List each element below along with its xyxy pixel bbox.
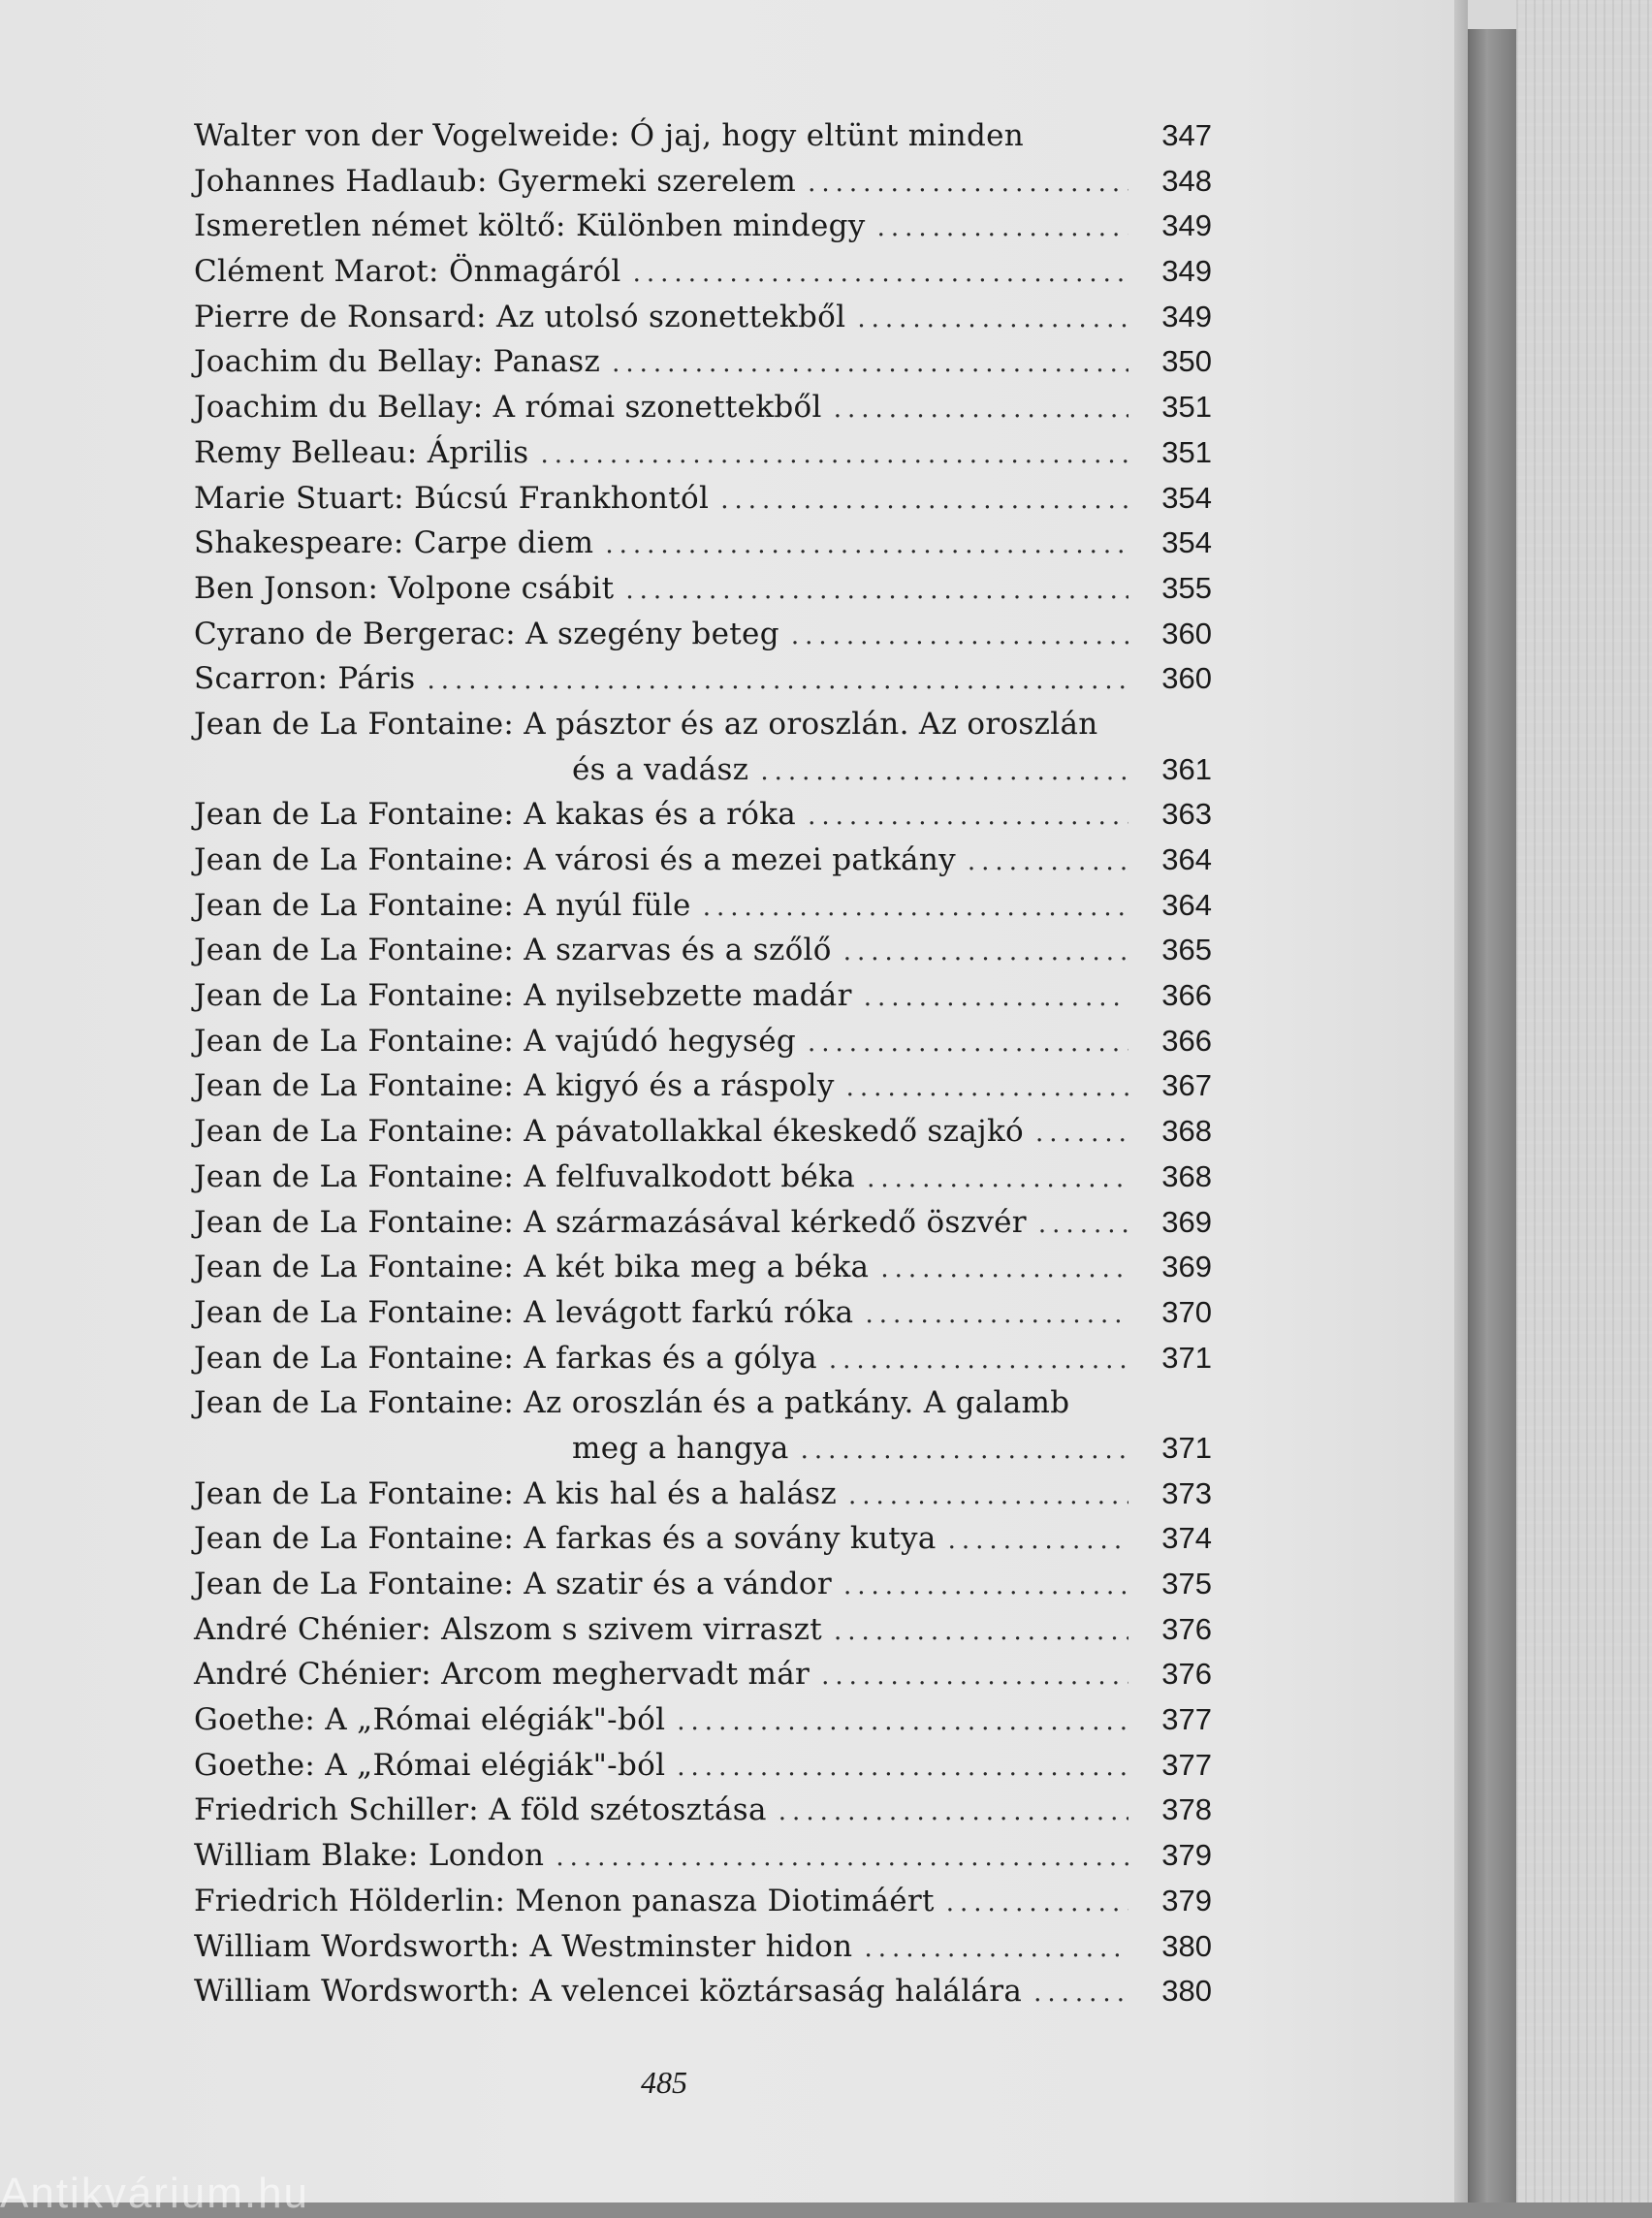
toc-entry-page: 349 [1161, 299, 1212, 333]
dot-leader [846, 1073, 1128, 1102]
dot-leader [877, 213, 1128, 242]
toc-entry [194, 390, 1212, 435]
table-of-contents [194, 118, 1212, 2019]
toc-entry-page: 376 [1161, 1657, 1212, 1692]
toc-entry [194, 888, 1212, 934]
toc-entry-title: André Chénier: Alszom s szivem virraszt [194, 1611, 823, 1647]
toc-entry [194, 1341, 1212, 1386]
dot-leader [821, 1662, 1128, 1691]
toc-entry-page: 348 [1161, 163, 1212, 198]
toc-entry-title: William Wordsworth: A velencei köztársaság halálára [194, 1974, 1023, 2010]
dot-leader [867, 1164, 1128, 1193]
toc-entry-page: 366 [1161, 978, 1212, 1013]
toc-entry-page: 377 [1161, 1702, 1212, 1737]
toc-entry-title: Ben Jonson: Volpone csábit [194, 570, 615, 606]
toc-entry-page: 378 [1161, 1792, 1212, 1827]
toc-entry-page: 365 [1161, 933, 1212, 967]
toc-entry-title: Jean de La Fontaine: A pásztor és az oroszlán. Az oroszlán [194, 706, 1098, 742]
toc-entry-page: 368 [1161, 1114, 1212, 1149]
toc-entry-page: 361 [1161, 751, 1212, 786]
toc-entry-title: Jean de La Fontaine: A levágott farkú róka [194, 1294, 854, 1330]
toc-entry-page: 377 [1161, 1747, 1212, 1782]
dot-leader [556, 1843, 1128, 1872]
toc-entry-title: Jean de La Fontaine: A farkas és a sovány kutya [194, 1521, 937, 1557]
toc-entry-title: Goethe: A „Római elégiák"-ból [194, 1747, 666, 1783]
toc-entry-title: Jean de La Fontaine: A felfuvalkodott béka [194, 1158, 856, 1194]
toc-entry-page: 371 [1161, 1430, 1212, 1465]
toc-entry-continuation: meg a hangya [572, 1430, 789, 1466]
toc-entry-page: 354 [1161, 480, 1212, 515]
toc-entry-page: 368 [1161, 1158, 1212, 1193]
toc-entry-title: Jean de La Fontaine: Az oroszlán és a patkány. A galamb [194, 1385, 1070, 1421]
dot-leader [605, 530, 1128, 559]
dot-leader [677, 1753, 1128, 1782]
toc-entry [194, 1657, 1212, 1702]
toc-entry-title: Walter von der Vogelweide: Ó jaj, hogy eltünt minden [194, 118, 1025, 153]
toc-entry-title: Jean de La Fontaine: A szarvas és a szőlő [194, 933, 832, 968]
toc-entry-page: 370 [1161, 1294, 1212, 1329]
toc-entry-title: William Wordsworth: A Westminster hidon [194, 1928, 853, 1964]
dot-leader [703, 893, 1128, 922]
toc-entry [194, 1476, 1212, 1522]
toc-entry [194, 525, 1212, 571]
dot-leader [843, 1571, 1128, 1600]
dot-leader [848, 1481, 1128, 1510]
toc-entry [194, 481, 1212, 526]
toc-entry-page: 360 [1161, 661, 1212, 696]
toc-entry-title: William Blake: London [194, 1838, 545, 1874]
toc-entry [194, 1748, 1212, 1793]
dot-leader [1035, 1119, 1128, 1148]
toc-entry-continuation-line [194, 1431, 1212, 1476]
dot-leader [829, 1346, 1128, 1375]
toc-entry-title: Friedrich Schiller: A föld szétosztása [194, 1792, 767, 1828]
toc-entry [194, 1385, 1212, 1431]
toc-entry-title: Jean de La Fontaine: A szatir és a vándor [194, 1567, 832, 1601]
dot-leader [541, 440, 1129, 469]
dot-leader [720, 486, 1128, 515]
toc-entry [194, 118, 1212, 164]
toc-entry-title: Marie Stuart: Búcsú Frankhontól [194, 480, 710, 516]
toc-entry-page: 369 [1161, 1204, 1212, 1239]
dot-leader [791, 621, 1128, 650]
toc-entry [194, 707, 1212, 752]
dot-leader [834, 395, 1128, 424]
toc-entry-title: Jean de La Fontaine: A vajúdó hegység [194, 1023, 796, 1059]
dot-leader [427, 666, 1128, 695]
toc-entry-title: Cyrano de Bergerac: A szegény beteg [194, 616, 779, 651]
toc-entry-page: 369 [1161, 1250, 1212, 1284]
toc-entry [194, 435, 1212, 481]
toc-entry [194, 661, 1212, 707]
toc-entry-title: Shakespeare: Carpe diem [194, 525, 594, 561]
toc-entry-page: 366 [1161, 1023, 1212, 1058]
toc-entry-title: Scarron: Páris [194, 661, 416, 697]
toc-entry-title: Jean de La Fontaine: A nyúl füle [194, 887, 691, 923]
toc-entry-title: Jean de La Fontaine: A kakas és a róka [194, 797, 797, 833]
toc-entry [194, 1068, 1212, 1114]
toc-entry [194, 1974, 1212, 2019]
toc-entry [194, 1250, 1212, 1295]
toc-entry-page: 380 [1161, 1974, 1212, 2009]
dot-leader [801, 1436, 1128, 1465]
toc-entry-page: 364 [1161, 842, 1212, 876]
toc-entry-page: 367 [1161, 1068, 1212, 1103]
toc-entry [194, 933, 1212, 978]
toc-entry-title: Remy Belleau: Április [194, 434, 529, 470]
dot-leader [1033, 1979, 1128, 2008]
toc-entry-continuation: és a vadász [572, 751, 749, 787]
toc-entry-title: Johannes Hadlaub: Gyermeki szerelem [194, 163, 797, 199]
toc-entry-title: Jean de La Fontaine: A pávatollakkal ékeskedő szajkó [194, 1114, 1025, 1150]
toc-entry [194, 344, 1212, 390]
toc-entry-page: 375 [1161, 1567, 1212, 1600]
toc-entry-title: Jean de La Fontaine: A városi és a mezei patkány [194, 842, 956, 877]
toc-entry-page: 379 [1161, 1883, 1212, 1917]
toc-entry-title: Jean de La Fontaine: A nyilsebzette madár [194, 978, 852, 1014]
toc-entry [194, 978, 1212, 1024]
toc-entry [194, 1702, 1212, 1748]
dot-leader [843, 937, 1128, 966]
toc-entry-page: 371 [1161, 1340, 1212, 1375]
toc-entry [194, 1024, 1212, 1069]
toc-entry-page: 347 [1161, 118, 1212, 152]
toc-entry-page: 355 [1161, 570, 1212, 605]
toc-entry-title: Clément Marot: Önmagáról [194, 254, 621, 290]
dot-leader [865, 1300, 1128, 1329]
toc-entry [194, 1205, 1212, 1251]
toc-entry-page: 374 [1161, 1521, 1212, 1556]
toc-entry-page: 379 [1161, 1838, 1212, 1873]
dot-leader [968, 847, 1128, 876]
toc-entry [194, 1884, 1212, 1929]
toc-entry [194, 1792, 1212, 1838]
dot-leader [864, 983, 1128, 1012]
dot-leader [864, 1934, 1128, 1963]
watermark-text: Antikvárium.hu [0, 2170, 310, 2217]
toc-entry-page: 380 [1161, 1928, 1212, 1963]
toc-entry-title: Friedrich Hölderlin: Menon panasza Diotimáért [194, 1883, 935, 1918]
toc-entry [194, 164, 1212, 209]
dot-leader [612, 349, 1128, 378]
dot-leader [1038, 1210, 1128, 1239]
toc-entry [194, 1929, 1212, 1975]
toc-entry-page: 376 [1161, 1611, 1212, 1646]
page-number-folio: 485 [641, 2065, 687, 2100]
toc-entry [194, 254, 1212, 300]
dot-leader [946, 1888, 1128, 1917]
toc-entry-page: 350 [1161, 344, 1212, 379]
toc-entry-page: 349 [1161, 254, 1212, 289]
book-cover-edge [1468, 0, 1516, 2202]
dot-leader [880, 1254, 1128, 1283]
toc-entry [194, 797, 1212, 842]
toc-entry [194, 1114, 1212, 1159]
toc-entry-page: 354 [1161, 525, 1212, 560]
toc-entry [194, 1838, 1212, 1884]
dot-leader [633, 259, 1128, 288]
toc-entry-title: Jean de La Fontaine: A farkas és a gólya [194, 1340, 817, 1376]
toc-entry-continuation-line [194, 752, 1212, 798]
toc-entry-title: Jean de La Fontaine: A két bika meg a béka [194, 1250, 870, 1285]
toc-entry [194, 1612, 1212, 1658]
toc-entry-page: 360 [1161, 616, 1212, 650]
toc-entry [194, 842, 1212, 888]
toc-entry-title: Joachim du Bellay: Panasz [194, 344, 601, 380]
toc-entry [194, 1295, 1212, 1341]
toc-entry-title: Goethe: A „Római elégiák"-ból [194, 1702, 666, 1738]
toc-entry [194, 571, 1212, 617]
dot-leader [808, 1029, 1128, 1058]
toc-entry [194, 617, 1212, 662]
toc-entry-title: Pierre de Ronsard: Az utolsó szonettekből [194, 299, 846, 334]
dot-leader [778, 1797, 1128, 1826]
toc-entry-page: 351 [1161, 390, 1212, 425]
dot-leader [857, 304, 1128, 333]
toc-entry-title: Jean de La Fontaine: A kigyó és a ráspoly [194, 1068, 835, 1104]
toc-entry [194, 300, 1212, 345]
toc-entry-title: Jean de La Fontaine: A kis hal és a halász [194, 1475, 837, 1511]
toc-entry-page: 364 [1161, 887, 1212, 922]
toc-entry-title: Ismeretlen német költő: Különben mindegy [194, 208, 866, 244]
toc-entry-page: 349 [1161, 208, 1212, 243]
toc-entry [194, 208, 1212, 254]
book-cover-highlight [1468, 0, 1516, 29]
toc-entry [194, 1159, 1212, 1205]
toc-entry-page: 363 [1161, 797, 1212, 832]
toc-entry-page: 373 [1161, 1475, 1212, 1510]
toc-entry [194, 1521, 1212, 1567]
toc-entry-title: Jean de La Fontaine: A származásával kérkedő öszvér [194, 1204, 1027, 1240]
dot-leader [760, 757, 1128, 786]
dot-leader [808, 802, 1128, 831]
toc-entry-title: Joachim du Bellay: A római szonettekből [194, 390, 822, 426]
page-edge [1454, 0, 1468, 2202]
dot-leader [808, 169, 1128, 198]
wooden-table-surface [1516, 0, 1652, 2202]
dot-leader [834, 1617, 1128, 1646]
toc-entry-page: 351 [1161, 434, 1212, 469]
toc-entry [194, 1567, 1212, 1612]
dot-leader [677, 1707, 1128, 1736]
toc-entry-title: André Chénier: Arcom meghervadt már [194, 1657, 810, 1693]
dot-leader [948, 1526, 1128, 1555]
dot-leader [625, 576, 1128, 605]
